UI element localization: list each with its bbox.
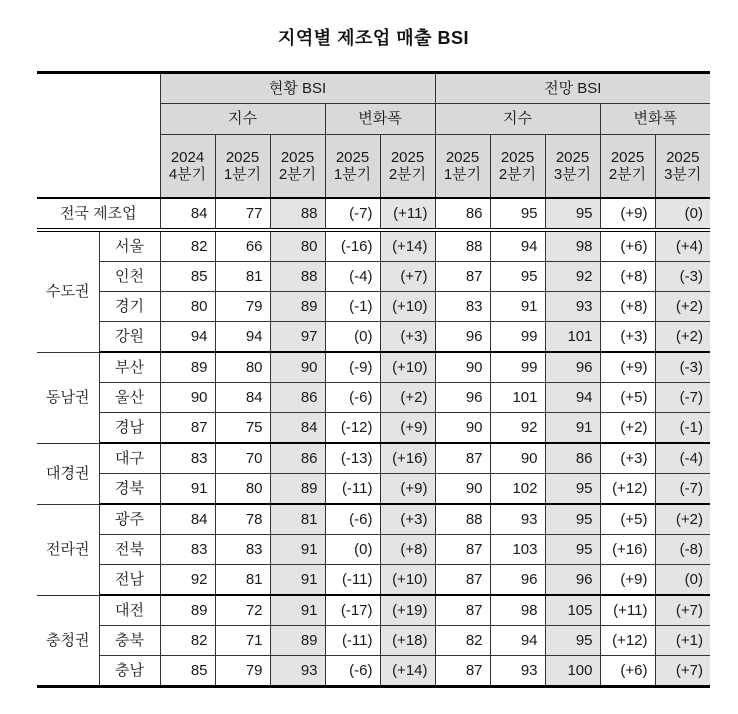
value-cell: (+8) — [600, 262, 655, 292]
city-cell: 강원 — [99, 322, 160, 353]
value-cell: 79 — [215, 292, 270, 322]
value-cell: 92 — [490, 413, 545, 444]
value-cell: 85 — [160, 656, 215, 687]
quarter-year: 2025 — [610, 148, 645, 166]
value-cell: 99 — [490, 352, 545, 383]
value-cell: 90 — [435, 413, 490, 444]
value-cell: 96 — [490, 565, 545, 596]
value-cell: (+5) — [600, 504, 655, 535]
value-cell: (+8) — [380, 535, 435, 565]
quarter-label: 1분기 — [443, 166, 482, 183]
value-cell: (+9) — [380, 413, 435, 444]
value-cell: 95 — [545, 535, 600, 565]
value-cell: 103 — [490, 535, 545, 565]
value-cell: (-1) — [655, 413, 710, 444]
value-cell: 85 — [160, 262, 215, 292]
value-cell: 78 — [215, 504, 270, 535]
city-cell: 울산 — [99, 383, 160, 413]
value-cell: (+3) — [380, 322, 435, 353]
value-cell: 90 — [490, 443, 545, 474]
value-cell: (+2) — [600, 413, 655, 444]
value-cell: (-11) — [325, 626, 380, 656]
region-cell: 수도권 — [37, 230, 99, 352]
city-cell: 인천 — [99, 262, 160, 292]
value-cell: (+14) — [380, 230, 435, 262]
value-cell: (-6) — [325, 656, 380, 687]
value-cell: 96 — [435, 322, 490, 353]
value-cell: 102 — [490, 474, 545, 505]
quarter-header — [270, 135, 325, 199]
quarter-year: 2025 — [335, 148, 370, 166]
quarter-label: 2분기 — [278, 166, 317, 183]
value-cell: (-1) — [325, 292, 380, 322]
value-cell: (-3) — [655, 262, 710, 292]
value-cell: 98 — [490, 595, 545, 626]
value-cell: 91 — [545, 413, 600, 444]
value-cell: 88 — [270, 262, 325, 292]
region-cell: 대경권 — [37, 443, 99, 504]
region-cell: 전라권 — [37, 504, 99, 595]
table-row — [37, 352, 710, 383]
value-cell: (-4) — [325, 262, 380, 292]
value-cell: 80 — [270, 230, 325, 262]
table-row — [37, 383, 710, 413]
value-cell: 80 — [160, 292, 215, 322]
value-cell: 90 — [435, 352, 490, 383]
value-cell: 88 — [270, 198, 325, 230]
table-row — [37, 322, 710, 353]
value-cell: 100 — [545, 656, 600, 687]
quarter-label: 2분기 — [608, 166, 647, 183]
value-cell: (+4) — [655, 230, 710, 262]
value-cell: 92 — [545, 262, 600, 292]
value-cell: (+9) — [600, 565, 655, 596]
value-cell: 86 — [270, 443, 325, 474]
region-cell: 충청권 — [37, 595, 99, 687]
value-cell: 93 — [545, 292, 600, 322]
corner-cell — [37, 73, 160, 199]
city-cell: 경북 — [99, 474, 160, 505]
region-cell: 동남권 — [37, 352, 99, 443]
value-cell: 95 — [545, 504, 600, 535]
value-cell: (+16) — [380, 443, 435, 474]
value-cell: (-11) — [325, 565, 380, 596]
value-cell: (+9) — [380, 474, 435, 505]
city-cell: 충북 — [99, 626, 160, 656]
value-cell: (0) — [325, 322, 380, 353]
value-cell: 91 — [160, 474, 215, 505]
value-cell: 89 — [160, 352, 215, 383]
city-cell: 서울 — [99, 230, 160, 262]
city-cell: 충남 — [99, 656, 160, 687]
value-cell: 86 — [435, 198, 490, 230]
table-row — [37, 565, 710, 596]
table-row — [37, 230, 710, 262]
value-cell: (+3) — [380, 504, 435, 535]
value-cell: 81 — [215, 262, 270, 292]
table-row — [37, 474, 710, 505]
quarter-year: 2025 — [555, 148, 590, 166]
value-cell: 95 — [545, 626, 600, 656]
table-row — [37, 595, 710, 626]
value-cell: 101 — [490, 383, 545, 413]
value-cell: 99 — [490, 322, 545, 353]
quarter-label: 1분기 — [333, 166, 372, 183]
quarter-header — [490, 135, 545, 199]
value-cell: 93 — [270, 656, 325, 687]
value-cell: 96 — [545, 565, 600, 596]
table-row — [37, 292, 710, 322]
quarter-header — [160, 135, 215, 199]
value-cell: (+10) — [380, 352, 435, 383]
quarter-year: 2025 — [225, 148, 260, 166]
value-cell: 94 — [490, 230, 545, 262]
value-cell: 87 — [435, 656, 490, 687]
value-cell: 87 — [435, 443, 490, 474]
value-cell: (-6) — [325, 383, 380, 413]
value-cell: 81 — [270, 504, 325, 535]
quarter-label: 2분기 — [388, 166, 427, 183]
city-cell: 전북 — [99, 535, 160, 565]
quarter-header — [655, 135, 710, 199]
value-cell: 87 — [435, 262, 490, 292]
table-row — [37, 656, 710, 687]
bsi-table — [37, 71, 710, 688]
value-cell: 83 — [435, 292, 490, 322]
value-cell: (+6) — [600, 230, 655, 262]
value-cell: 72 — [215, 595, 270, 626]
quarter-header — [325, 135, 380, 199]
value-cell: (-4) — [655, 443, 710, 474]
quarter-header — [545, 135, 600, 199]
value-cell: (+8) — [600, 292, 655, 322]
value-cell: 84 — [160, 198, 215, 230]
value-cell: 84 — [270, 413, 325, 444]
value-cell: 93 — [490, 504, 545, 535]
value-cell: (-17) — [325, 595, 380, 626]
value-cell: (+11) — [380, 198, 435, 230]
value-cell: (-11) — [325, 474, 380, 505]
group-header-outlook: 전망 BSI — [435, 73, 710, 104]
region-cell: 전국 제조업 — [37, 198, 160, 230]
value-cell: 91 — [270, 535, 325, 565]
table-body — [37, 198, 710, 687]
value-cell: (+7) — [655, 656, 710, 687]
value-cell: (-8) — [655, 535, 710, 565]
value-cell: 83 — [160, 443, 215, 474]
value-cell: 87 — [435, 595, 490, 626]
value-cell: 91 — [270, 565, 325, 596]
value-cell: 82 — [160, 230, 215, 262]
quarter-header — [380, 135, 435, 199]
value-cell: (+3) — [600, 443, 655, 474]
value-cell: 87 — [435, 565, 490, 596]
value-cell: 90 — [160, 383, 215, 413]
value-cell: (-12) — [325, 413, 380, 444]
value-cell: (-3) — [655, 352, 710, 383]
city-cell: 대구 — [99, 443, 160, 474]
value-cell: 77 — [215, 198, 270, 230]
table-row — [37, 262, 710, 292]
value-cell: 92 — [160, 565, 215, 596]
city-cell: 광주 — [99, 504, 160, 535]
city-cell: 경기 — [99, 292, 160, 322]
value-cell: 80 — [215, 474, 270, 505]
value-cell: 88 — [435, 504, 490, 535]
value-cell: 84 — [160, 504, 215, 535]
value-cell: 84 — [215, 383, 270, 413]
value-cell: (+7) — [380, 262, 435, 292]
value-cell: 79 — [215, 656, 270, 687]
value-cell: (+10) — [380, 565, 435, 596]
value-cell: 95 — [545, 474, 600, 505]
value-cell: 91 — [270, 595, 325, 626]
value-cell: (+19) — [380, 595, 435, 626]
value-cell: 70 — [215, 443, 270, 474]
value-cell: 96 — [545, 352, 600, 383]
value-cell: 95 — [490, 198, 545, 230]
value-cell: 94 — [545, 383, 600, 413]
table-row — [37, 626, 710, 656]
group-header-current: 현황 BSI — [160, 73, 435, 104]
value-cell: 89 — [270, 292, 325, 322]
value-cell: 89 — [270, 474, 325, 505]
value-cell: (+7) — [655, 595, 710, 626]
value-cell: (0) — [655, 565, 710, 596]
header-row-groups — [37, 73, 710, 104]
value-cell: 71 — [215, 626, 270, 656]
value-cell: 98 — [545, 230, 600, 262]
value-cell: (+12) — [600, 474, 655, 505]
value-cell: 89 — [160, 595, 215, 626]
value-cell: (+11) — [600, 595, 655, 626]
value-cell: (0) — [655, 198, 710, 230]
quarter-year: 2025 — [500, 148, 535, 166]
value-cell: 97 — [270, 322, 325, 353]
value-cell: 83 — [215, 535, 270, 565]
quarter-label: 3분기 — [664, 166, 702, 183]
table-row — [37, 198, 710, 230]
value-cell: 87 — [160, 413, 215, 444]
value-cell: 95 — [490, 262, 545, 292]
sub-header: 변화폭 — [325, 104, 435, 135]
value-cell: 87 — [435, 535, 490, 565]
value-cell: 82 — [160, 626, 215, 656]
table-row — [37, 413, 710, 444]
quarter-label: 1분기 — [223, 166, 262, 183]
sub-header: 지수 — [435, 104, 600, 135]
quarter-year: 2025 — [666, 148, 700, 166]
quarter-label: 3분기 — [553, 166, 592, 183]
value-cell: 83 — [160, 535, 215, 565]
quarter-header — [215, 135, 270, 199]
city-cell: 경남 — [99, 413, 160, 444]
quarter-year: 2024 — [170, 148, 205, 166]
value-cell: 86 — [270, 383, 325, 413]
value-cell: (+2) — [655, 292, 710, 322]
quarter-label: 2분기 — [498, 166, 537, 183]
value-cell: 90 — [270, 352, 325, 383]
quarter-year: 2025 — [280, 148, 315, 166]
value-cell: (+9) — [600, 198, 655, 230]
value-cell: (-7) — [325, 198, 380, 230]
value-cell: 101 — [545, 322, 600, 353]
quarter-label: 4분기 — [168, 166, 207, 183]
value-cell: (+12) — [600, 626, 655, 656]
value-cell: 80 — [215, 352, 270, 383]
value-cell: (0) — [325, 535, 380, 565]
city-cell: 전남 — [99, 565, 160, 596]
value-cell: 93 — [490, 656, 545, 687]
table-row — [37, 504, 710, 535]
value-cell: (-7) — [655, 474, 710, 505]
value-cell: 95 — [545, 198, 600, 230]
value-cell: (+18) — [380, 626, 435, 656]
value-cell: 96 — [435, 383, 490, 413]
value-cell: 91 — [490, 292, 545, 322]
value-cell: 94 — [215, 322, 270, 353]
value-cell: (+2) — [655, 504, 710, 535]
quarter-header — [435, 135, 490, 199]
value-cell: 90 — [435, 474, 490, 505]
city-cell: 대전 — [99, 595, 160, 626]
value-cell: (+5) — [600, 383, 655, 413]
value-cell: (-16) — [325, 230, 380, 262]
value-cell: (+2) — [380, 383, 435, 413]
quarter-header — [600, 135, 655, 199]
sub-header: 지수 — [160, 104, 325, 135]
sub-header: 변화폭 — [600, 104, 710, 135]
value-cell: 81 — [215, 565, 270, 596]
table-header — [37, 73, 710, 199]
value-cell: 75 — [215, 413, 270, 444]
value-cell: (+2) — [655, 322, 710, 353]
quarter-year: 2025 — [445, 148, 480, 166]
value-cell: (-6) — [325, 504, 380, 535]
quarter-year: 2025 — [390, 148, 425, 166]
table-row — [37, 443, 710, 474]
table-row — [37, 535, 710, 565]
value-cell: (-13) — [325, 443, 380, 474]
value-cell: (+16) — [600, 535, 655, 565]
page-title: 지역별 제조업 매출 BSI — [277, 28, 470, 48]
value-cell: (-7) — [655, 383, 710, 413]
value-cell: 82 — [435, 626, 490, 656]
value-cell: (+10) — [380, 292, 435, 322]
value-cell: 88 — [435, 230, 490, 262]
value-cell: (+6) — [600, 656, 655, 687]
city-cell: 부산 — [99, 352, 160, 383]
value-cell: (-9) — [325, 352, 380, 383]
value-cell: (+1) — [655, 626, 710, 656]
value-cell: 94 — [160, 322, 215, 353]
value-cell: (+9) — [600, 352, 655, 383]
value-cell: 94 — [490, 626, 545, 656]
value-cell: 86 — [545, 443, 600, 474]
value-cell: (+14) — [380, 656, 435, 687]
value-cell: 105 — [545, 595, 600, 626]
value-cell: 89 — [270, 626, 325, 656]
value-cell: 66 — [215, 230, 270, 262]
value-cell: (+3) — [600, 322, 655, 353]
